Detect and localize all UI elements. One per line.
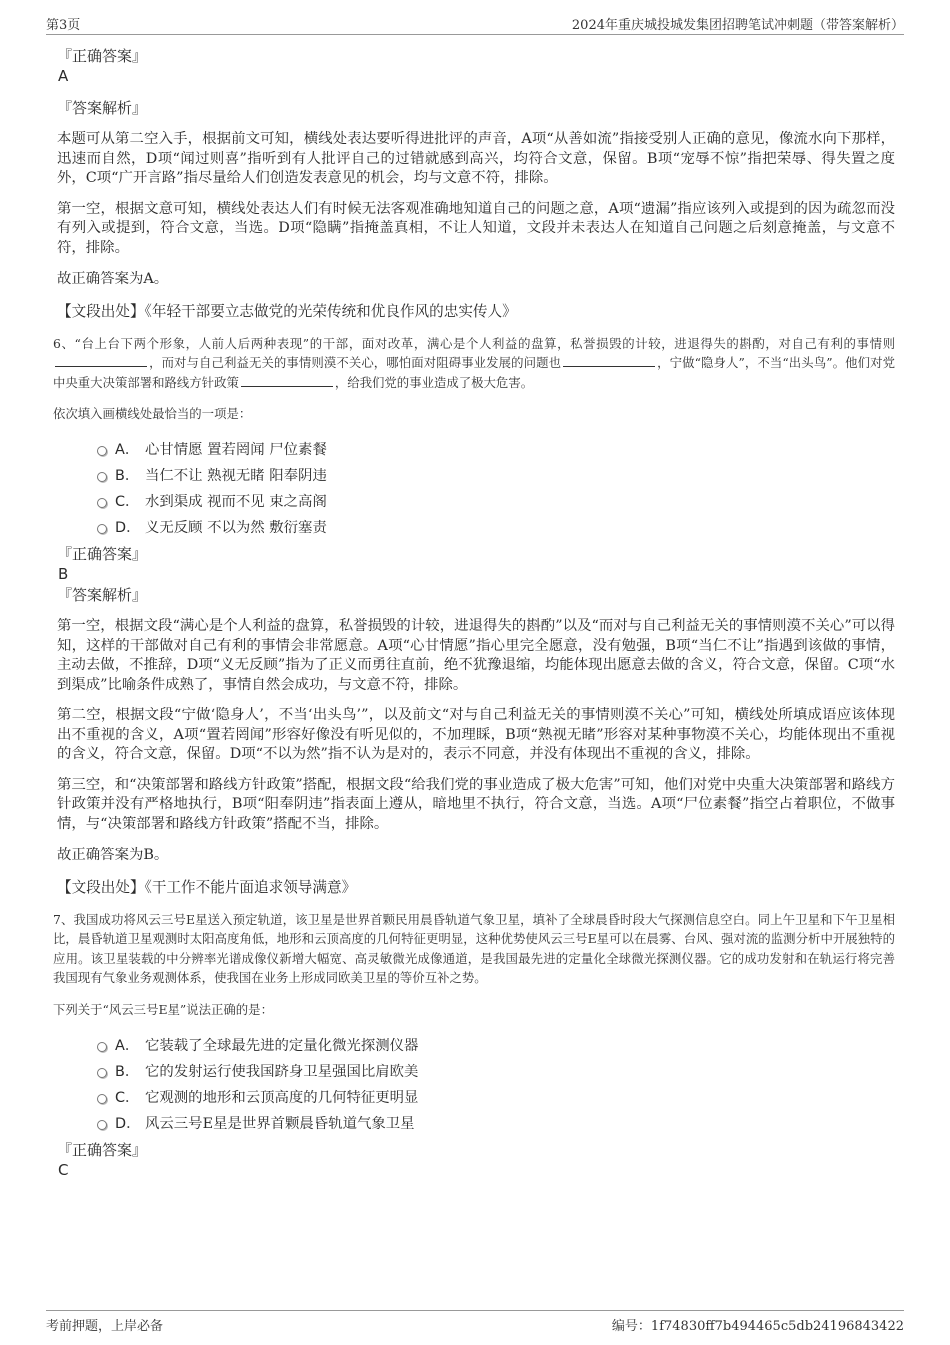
blank-line [563, 354, 655, 367]
radio-icon[interactable] [97, 1094, 107, 1104]
option-c[interactable]: C． 水到渠成 视而不见 束之高阁 [57, 489, 895, 515]
analysis-label: 『答案解析』 [57, 586, 148, 604]
analysis-paragraph: 第一空，根据文段“满心是个人利益的盘算，私誉损毁的计较，进退得失的斟酌”以及“而对与自己利益无关的事情则漠不关心”可以得知，这样的干部做对自己有利的事情会非常愿意。A项“心甘情愿”指心里完全愿意，没有勉强，B项“当仁不让”指遇到该做的事情，主动去做，不推辞，D项“义无反顾”指为了正义而勇往直前，绝不犹豫退缩，均能体现出愿意去做的含义，符合文意，保留。C项“水到渠成”比喻条件成熟了，事情自然会成功，与文意不符，排除。 [57, 618, 895, 693]
radio-icon[interactable] [97, 1042, 107, 1052]
option-a[interactable]: A． 心甘情愿 置若罔闻 尸位素餐 [57, 437, 895, 463]
radio-icon[interactable] [97, 498, 107, 508]
option-b[interactable]: B． 它的发射运行使我国跻身卫星强国比肩欧美 [57, 1059, 895, 1085]
source-prefix: 【文段出处】 [57, 878, 145, 896]
source-citation [57, 302, 895, 322]
analysis-paragraph: 本题可从第二空入手，根据前文可知，横线处表达要听得进批评的声音，A项“从善如流”指接受别人正确的意见，像流水向下那样，迅速而自然，D项“闻过则喜”指听到有人批评自己的过错就感到高兴，均符合文意，保留。B项“宠辱不惊”指把荣辱、得失置之度外，C项“广开言路”指尽量给人们创造发表意见的机会，均与文意不符，排除。 [57, 131, 895, 186]
source-title: 《年轻干部要立志做党的光荣传统和优良作风的忠实传人》 [144, 302, 517, 320]
option-list [57, 1033, 895, 1137]
radio-icon[interactable] [97, 1068, 107, 1078]
answer-value: B [58, 565, 69, 583]
analysis-conclusion: 故正确答案为A。 [57, 271, 169, 287]
option-b[interactable]: B． 当仁不让 熟视无睹 阳奉阴违 [57, 463, 895, 489]
page-number: 第3页 [46, 18, 81, 33]
document-title: 2024年重庆城投城发集团招聘笔试冲刺题（带答案解析） [571, 18, 904, 33]
analysis-paragraph: 第二空，根据文段“宁做‘隐身人’，不当‘出头鸟’”，以及前文“对与自己利益无关的事情则漠不关心”可知，横线处所填成语应该体现出不重视的含义，A项“置若罔闻”形容好像没有听见似的，不加理睬，B项“熟视无睹”形容对某种事物漠不关心，均能体现出不重视的含义，符合文意，保留。D项“不以为然”指不认为是对的，表示不同意，并没有体现出不重视的含义，排除。 [57, 707, 895, 762]
analysis-paragraph: 第一空，根据文意可知，横线处表达人们有时候无法客观准确地知道自己的问题之意，A项“遗漏”指应该列入或提到的因为疏忽而没有列入或提到，符合文意，当选。D项“隐瞒”指掩盖真相，不让人知道，文段并未表达人在知道自己问题之后刻意掩盖，与文意不符，排除。 [57, 200, 895, 256]
question-stem: 依次填入画横线处最恰当的一项是： [53, 406, 252, 421]
question-text: 6、“台上台下两个形象，人前人后两种表现”的干部，面对改革，满心是个人利益的盘算，私誉损毁的计较，进退得失的斟酌，对自己有利的事情则，而对与自己利益无关的事情则漠不关心，哪怕面对阻碍事业发展的问题也 ，宁做“隐身人”，不当“出头鸟”。他们对党中央重大决策部署和路线方针政策 ，给我们党的事业造成了极大危害。 [53, 335, 895, 390]
analysis-conclusion: 故正确答案为B。 [57, 847, 169, 863]
option-c[interactable]: C． 它观测的地形和云顶高度的几何特征更明显 [57, 1085, 895, 1111]
analysis-paragraph: 第三空，和“决策部署和路线方针政策”搭配，根据文段“给我们党的事业造成了极大危害”可知，他们对党中央重大决策部署和路线方针政策并没有严格地执行，B项“阳奉阴违”指表面上遵从，暗地里不执行，符合文意，当选。A项“尸位素餐”指空占着职位，不做事情，与“决策部署和路线方针政策”搭配不当，排除。 [57, 776, 895, 832]
answer-value: A [58, 67, 69, 85]
blank-line [241, 374, 333, 387]
source-title: 《干工作不能片面追求领导满意》 [144, 878, 357, 896]
answer-label: 『正确答案』 [57, 1140, 148, 1159]
answer-value: C [58, 1160, 69, 1179]
source-citation [57, 878, 895, 898]
option-a[interactable]: A． 它装载了全球最先进的定量化微光探测仪器 [57, 1033, 895, 1059]
answer-label: 『正确答案』 [57, 545, 148, 563]
question-text: 7、我国成功将风云三号E星送入预定轨道，该卫星是世界首颗民用晨昏轨道气象卫星，填补了全球晨昏时段大气探测信息空白。同上午卫星和下午卫星相比，晨昏轨道卫星观测时太阳高度角低，地形和云顶高度的几何特征更明显，这种优势使风云三号E星可以在晨雾、台风、强对流的监测分析中开展独特的应用。该卫星装载的中分辨率光谱成像仪新增大幅宽、高灵敏微光成像通道，是我国最先进的定量化全球微光探测仪器。它的成功发射和在轨运行将完善我国现有气象业务观测体系，使我国在业务上形成同欧美卫星的等价互补之势。 [53, 911, 895, 985]
document-code: 编号：1f74830ff7b494465c5db24196843422 [611, 1319, 904, 1334]
page-footer [46, 1310, 904, 1335]
radio-icon[interactable] [97, 524, 107, 534]
page-content [53, 47, 895, 1180]
footer-slogan: 考前押题，上岸必备 [46, 1319, 164, 1334]
question-stem: 下列关于“风云三号E星”说法正确的是： [53, 1001, 273, 1017]
analysis-label: 『答案解析』 [57, 99, 148, 117]
radio-icon[interactable] [97, 446, 107, 456]
page-header [46, 14, 904, 35]
radio-icon[interactable] [97, 472, 107, 482]
option-d[interactable]: D． 义无反顾 不以为然 敷衍塞责 [57, 515, 895, 541]
source-prefix: 【文段出处】 [57, 302, 145, 320]
option-list [57, 437, 895, 541]
radio-icon[interactable] [97, 1120, 107, 1130]
answer-label: 『正确答案』 [57, 47, 148, 65]
option-d[interactable]: D． 风云三号E星是世界首颗晨昏轨道气象卫星 [57, 1111, 895, 1137]
blank-line [55, 354, 147, 367]
